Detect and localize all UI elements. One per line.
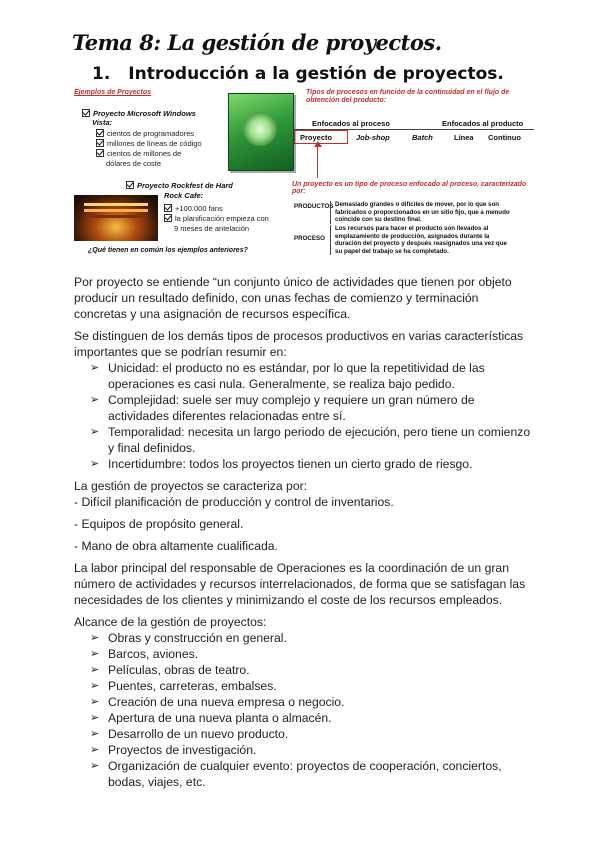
project-definition-title: Un proyecto es un tipo de proceso enfocado al proceso, caracterizado por: (292, 181, 527, 195)
arrow-bullet-icon: ➢ (90, 362, 100, 374)
list-item: la planificación empieza con (164, 214, 269, 224)
table-header: Enfocados al proceso (312, 119, 390, 128)
table-cell: Línea (454, 133, 474, 142)
intro-paragraph: Por proyecto se entiende “un conjunto único de actividades que tienen por objeto producir un resultado definido, con unas fechas de comienzo y terminación concretas y una asignación de recursos específica. (74, 275, 512, 321)
list-item: ➢ Complejidad: suele ser muy complejo y requiere un gran número de actividades diferentes relacionadas entre sí. (90, 393, 475, 423)
windows-project-title (82, 109, 196, 127)
characterized-list (74, 494, 534, 554)
list-item: ➢ Barcos, aviones. (90, 647, 199, 661)
table-header: Enfocados al producto (442, 119, 524, 128)
arrow-up-icon (314, 141, 322, 147)
list-item: ➢ Organización de cualquier evento: proyectos de cooperación, conciertos, bodas, viajes, etc. (90, 759, 502, 789)
process-types-title: Tipos de procesos en función de la continuidad en el flujo de obtención del producto: (306, 89, 510, 104)
distinguish-lead: Se distinguen de los demás tipos de procesos productivos en varias características importantes que se podrían resumir en: (74, 329, 524, 359)
body-text (74, 274, 534, 796)
section-number: 1. (92, 64, 111, 84)
list-item: ➢ Incertidumbre: todos los proyectos tienen un cierto grado de riesgo. (90, 457, 473, 471)
list-item: cientos de programadores (96, 129, 202, 139)
arrow-bullet-icon: ➢ (90, 744, 100, 756)
checkbox-icon (126, 181, 134, 189)
scope-lead: Alcance de la gestión de proyectos: (74, 615, 267, 629)
definition-text: Demasiado grandes o difíciles de mover, por lo que son fabricados o proporcionados en un sitio fijo, que a menudo coincide con su destino final. (330, 201, 515, 224)
list-item: millones de líneas de código (96, 139, 202, 149)
scope-list (74, 630, 534, 790)
checkbox-icon (164, 214, 172, 222)
examples-title: Ejemplos de Proyectos (74, 89, 152, 96)
arrow-bullet-icon: ➢ (90, 394, 100, 406)
list-item: ➢ Creación de una nueva empresa o negocio. (90, 695, 345, 709)
list-item: +100.000 fans (164, 204, 269, 214)
list-item: ➢ Obras y construcción en general. (90, 631, 287, 645)
list-item: ➢ Apertura de una nueva planta o almacén. (90, 711, 332, 725)
rockfest-title-line2: Rock Cafe: (164, 191, 204, 200)
rockfest-items (164, 204, 269, 234)
list-item: - Mano de obra altamente cualificada. (74, 539, 278, 553)
list-item: 9 meses de antelación (174, 224, 250, 233)
list-item: ➢ Desarrollo de un nuevo producto. (90, 727, 289, 741)
checkbox-icon (96, 139, 104, 147)
list-item: dólares de coste (106, 159, 162, 168)
definition-label: PRODUCTOS (294, 203, 334, 210)
checkbox-icon (164, 204, 172, 212)
arrow-line (317, 144, 318, 178)
rockfest-title-line1: Proyecto Rockfest de Hard (137, 181, 233, 190)
section-title (92, 64, 504, 84)
arrow-bullet-icon: ➢ (90, 760, 100, 772)
intro-figure (74, 89, 534, 261)
table-cell: Continuo (488, 133, 521, 142)
responsible-paragraph: La labor principal del responsable de Operaciones es la coordinación de un gran número de actividades y recursos interrelacionados, de forma que se satisfagan las necesidades de los clientes y minimizando el coste de los recursos empleados. (74, 561, 526, 607)
table-cell: Batch (412, 133, 433, 142)
disc-graphic (243, 112, 277, 146)
list-item: cientos de millones de (96, 149, 202, 159)
definition-text: Los recursos para hacer el producto son llevados al emplazamiento de producción, asignados durante la duración del proyecto y después reasignados una vez que su papel del trabajo se ha completado. (330, 225, 515, 255)
list-item: ➢ Unicidad: el producto no es estándar, por lo que la repetitividad de las operaciones es casi nula. Generalmente, se realiza bajo pedido. (90, 361, 485, 391)
windows-title-line1: Proyecto Microsoft Windows (93, 109, 196, 118)
arrow-bullet-icon: ➢ (90, 426, 100, 438)
arrow-bullet-icon: ➢ (90, 648, 100, 660)
definition-label: PROCESO (294, 235, 325, 242)
list-item: ➢ Proyectos de investigación. (90, 743, 257, 757)
figure-question: ¿Qué tienen en común los ejemplos anteriores? (88, 247, 248, 254)
arrow-bullet-icon: ➢ (90, 696, 100, 708)
list-item: - Equipos de propósito general. (74, 517, 244, 531)
section-title-text: Introducción a la gestión de proyectos. (128, 64, 504, 84)
checkbox-icon (96, 129, 104, 137)
windows-items (96, 129, 202, 169)
arrow-bullet-icon: ➢ (90, 712, 100, 724)
arrow-bullet-icon: ➢ (90, 728, 100, 740)
list-item: ➢ Películas, obras de teatro. (90, 663, 250, 677)
table-cell: Proyecto (300, 133, 333, 142)
arrow-bullet-icon: ➢ (90, 664, 100, 676)
characterized-lead: La gestión de proyectos se caracteriza por: (74, 479, 308, 493)
checkbox-icon (96, 149, 104, 157)
list-item: - Difícil planificación de producción y control de inventarios. (74, 495, 394, 509)
concert-stage-image (74, 195, 158, 241)
arrow-bullet-icon: ➢ (90, 632, 100, 644)
list-item: ➢ Temporalidad: necesita un largo periodo de ejecución, pero tiene un comienzo y final definidos. (90, 425, 531, 455)
arrow-bullet-icon: ➢ (90, 458, 100, 470)
checkbox-icon (82, 109, 90, 117)
table-cell: Job-shop (356, 133, 390, 142)
arrow-bullet-icon: ➢ (90, 680, 100, 692)
windows-box-image (228, 93, 294, 171)
page-title: Tema 8: La gestión de proyectos. (72, 30, 442, 55)
list-item: ➢ Puentes, carreteras, embalses. (90, 679, 277, 693)
windows-title-line2: Vista: (92, 118, 113, 127)
characteristics-list (74, 360, 534, 472)
